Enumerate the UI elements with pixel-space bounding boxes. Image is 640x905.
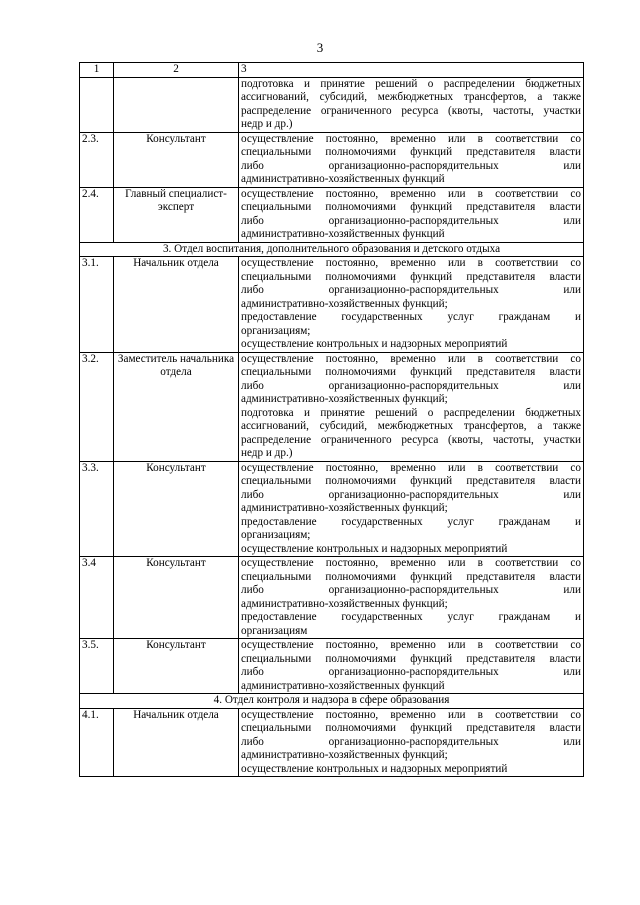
description-line: специальными полномочиями функций представителя власти (241, 652, 581, 665)
description-line: осуществление контрольных и надзорных мероприятий (241, 338, 508, 350)
table-row (80, 639, 584, 694)
description-line: специальными полномочиями функций представителя власти (241, 270, 581, 283)
description-line: распределение ограниченного ресурса (квоты, частоты, участки (241, 433, 581, 446)
functions-description (239, 639, 584, 694)
row-number: 3.1. (80, 257, 114, 353)
row-number: 3.3. (80, 461, 114, 557)
table-row (80, 557, 584, 639)
row-number: 4.1. (80, 708, 114, 777)
description-line: осуществление постоянно, временно или в соответствии со (241, 352, 581, 365)
positions-table (79, 62, 584, 777)
description-line: специальными полномочиями функций представителя власти (241, 722, 581, 734)
table-row (80, 461, 584, 557)
description-line: либо организационно-распорядительных или (241, 159, 581, 172)
position-title: Консультант (114, 639, 239, 694)
description-line: осуществление постоянно, временно или в соответствии со (241, 708, 581, 721)
position-title: Главный специалист-эксперт (114, 187, 239, 242)
description-line: специальными полномочиями функций представителя власти (241, 366, 581, 378)
section-heading: 3. Отдел воспитания, дополнительного образования и детского отдыха (80, 242, 584, 257)
row-number (80, 77, 114, 132)
functions-description (239, 461, 584, 557)
description-line: либо организационно-распорядительных или (241, 284, 581, 296)
position-title: Консультант (114, 132, 239, 187)
description-line: недр и др.) (241, 447, 293, 459)
table-row (80, 132, 584, 187)
description-line: специальными полномочиями функций представителя власти (241, 146, 581, 158)
description-line: распределение ограниченного ресурса (квоты, частоты, участки (241, 104, 581, 117)
description-line: организациям; (241, 324, 311, 337)
description-line: либо организационно-распорядительных или (241, 584, 581, 596)
description-line: либо организационно-распорядительных или (241, 214, 581, 227)
description-line: предоставление государственных услуг гражданам и (241, 515, 581, 528)
description-line: осуществление контрольных и надзорных мероприятий (241, 762, 508, 775)
description-line: специальными полномочиями функций представителя власти (241, 201, 581, 213)
section-heading: 4. Отдел контроля и надзора в сфере образования (80, 694, 584, 709)
functions-description (239, 187, 584, 242)
row-number: 2.4. (80, 187, 114, 242)
description-line: осуществление постоянно, временно или в соответствии со (241, 557, 581, 569)
description-line: административно-хозяйственных функций; (241, 749, 448, 761)
description-line: административно-хозяйственных функций; (241, 502, 448, 514)
section-heading-row (80, 694, 584, 709)
row-number: 3.4 (80, 557, 114, 639)
table-header-row (80, 63, 584, 78)
description-line: специальными полномочиями функций представителя власти (241, 570, 581, 583)
row-number: 3.2. (80, 352, 114, 461)
table-row (80, 708, 584, 777)
description-line: ассигнований, субсидий, межбюджетных трансфертов, а также (241, 91, 581, 103)
description-line: либо организационно-распорядительных или (241, 666, 581, 678)
header-col-position: 2 (114, 63, 239, 78)
functions-description (239, 708, 584, 777)
position-title: Заместитель начальника отдела (114, 352, 239, 461)
description-line: либо организационно-распорядительных или (241, 379, 581, 392)
functions-description (239, 257, 584, 353)
position-title: Консультант (114, 461, 239, 557)
functions-description (239, 557, 584, 639)
row-number: 3.5. (80, 639, 114, 694)
table-row (80, 77, 584, 132)
table-row (80, 187, 584, 242)
table-row (80, 352, 584, 461)
description-line: либо организационно-распорядительных или (241, 488, 581, 501)
description-line: осуществление контрольных и надзорных мероприятий (241, 542, 508, 555)
description-line: административно-хозяйственных функций; (241, 393, 448, 405)
description-line: ассигнований, субсидий, межбюджетных трансфертов, а также (241, 420, 581, 432)
position-title: Начальник отдела (114, 708, 239, 777)
description-line: административно-хозяйственных функций; (241, 597, 448, 610)
description-line: административно-хозяйственных функций (241, 679, 445, 692)
description-line: подготовка и принятие решений о распределении бюджетных (241, 406, 581, 419)
position-title: Начальник отдела (114, 257, 239, 353)
description-line: недр и др.) (241, 118, 293, 130)
description-line: административно-хозяйственных функций; (241, 297, 448, 310)
position-title: Консультант (114, 557, 239, 639)
description-line: осуществление постоянно, временно или в соответствии со (241, 257, 581, 269)
description-line: либо организационно-распорядительных или (241, 735, 581, 748)
positions-table-body (80, 63, 584, 777)
functions-description (239, 132, 584, 187)
position-title (114, 77, 239, 132)
section-heading-row (80, 242, 584, 257)
description-line: предоставление государственных услуг гражданам и (241, 611, 581, 623)
functions-description (239, 77, 584, 132)
description-line: осуществление постоянно, временно или в соответствии со (241, 639, 581, 651)
header-col-number: 1 (80, 63, 114, 78)
row-number: 2.3. (80, 132, 114, 187)
description-line: административно-хозяйственных функций (241, 173, 445, 185)
description-line: подготовка и принятие решений о распределении бюджетных (241, 77, 581, 90)
functions-description (239, 352, 584, 461)
description-line: специальными полномочиями функций представителя власти (241, 475, 581, 487)
description-line: осуществление постоянно, временно или в соответствии со (241, 132, 581, 145)
description-line: предоставление государственных услуг гражданам и (241, 311, 581, 323)
description-line: административно-хозяйственных функций (241, 228, 445, 240)
description-line: осуществление постоянно, временно или в соответствии со (241, 461, 581, 474)
page-number: 3 (316, 40, 324, 55)
header-col-functions: 3 (239, 63, 584, 78)
table-row (80, 257, 584, 353)
description-line: осуществление постоянно, временно или в соответствии со (241, 187, 581, 200)
description-line: организациям; (241, 529, 311, 541)
description-line: организациям (241, 624, 308, 637)
